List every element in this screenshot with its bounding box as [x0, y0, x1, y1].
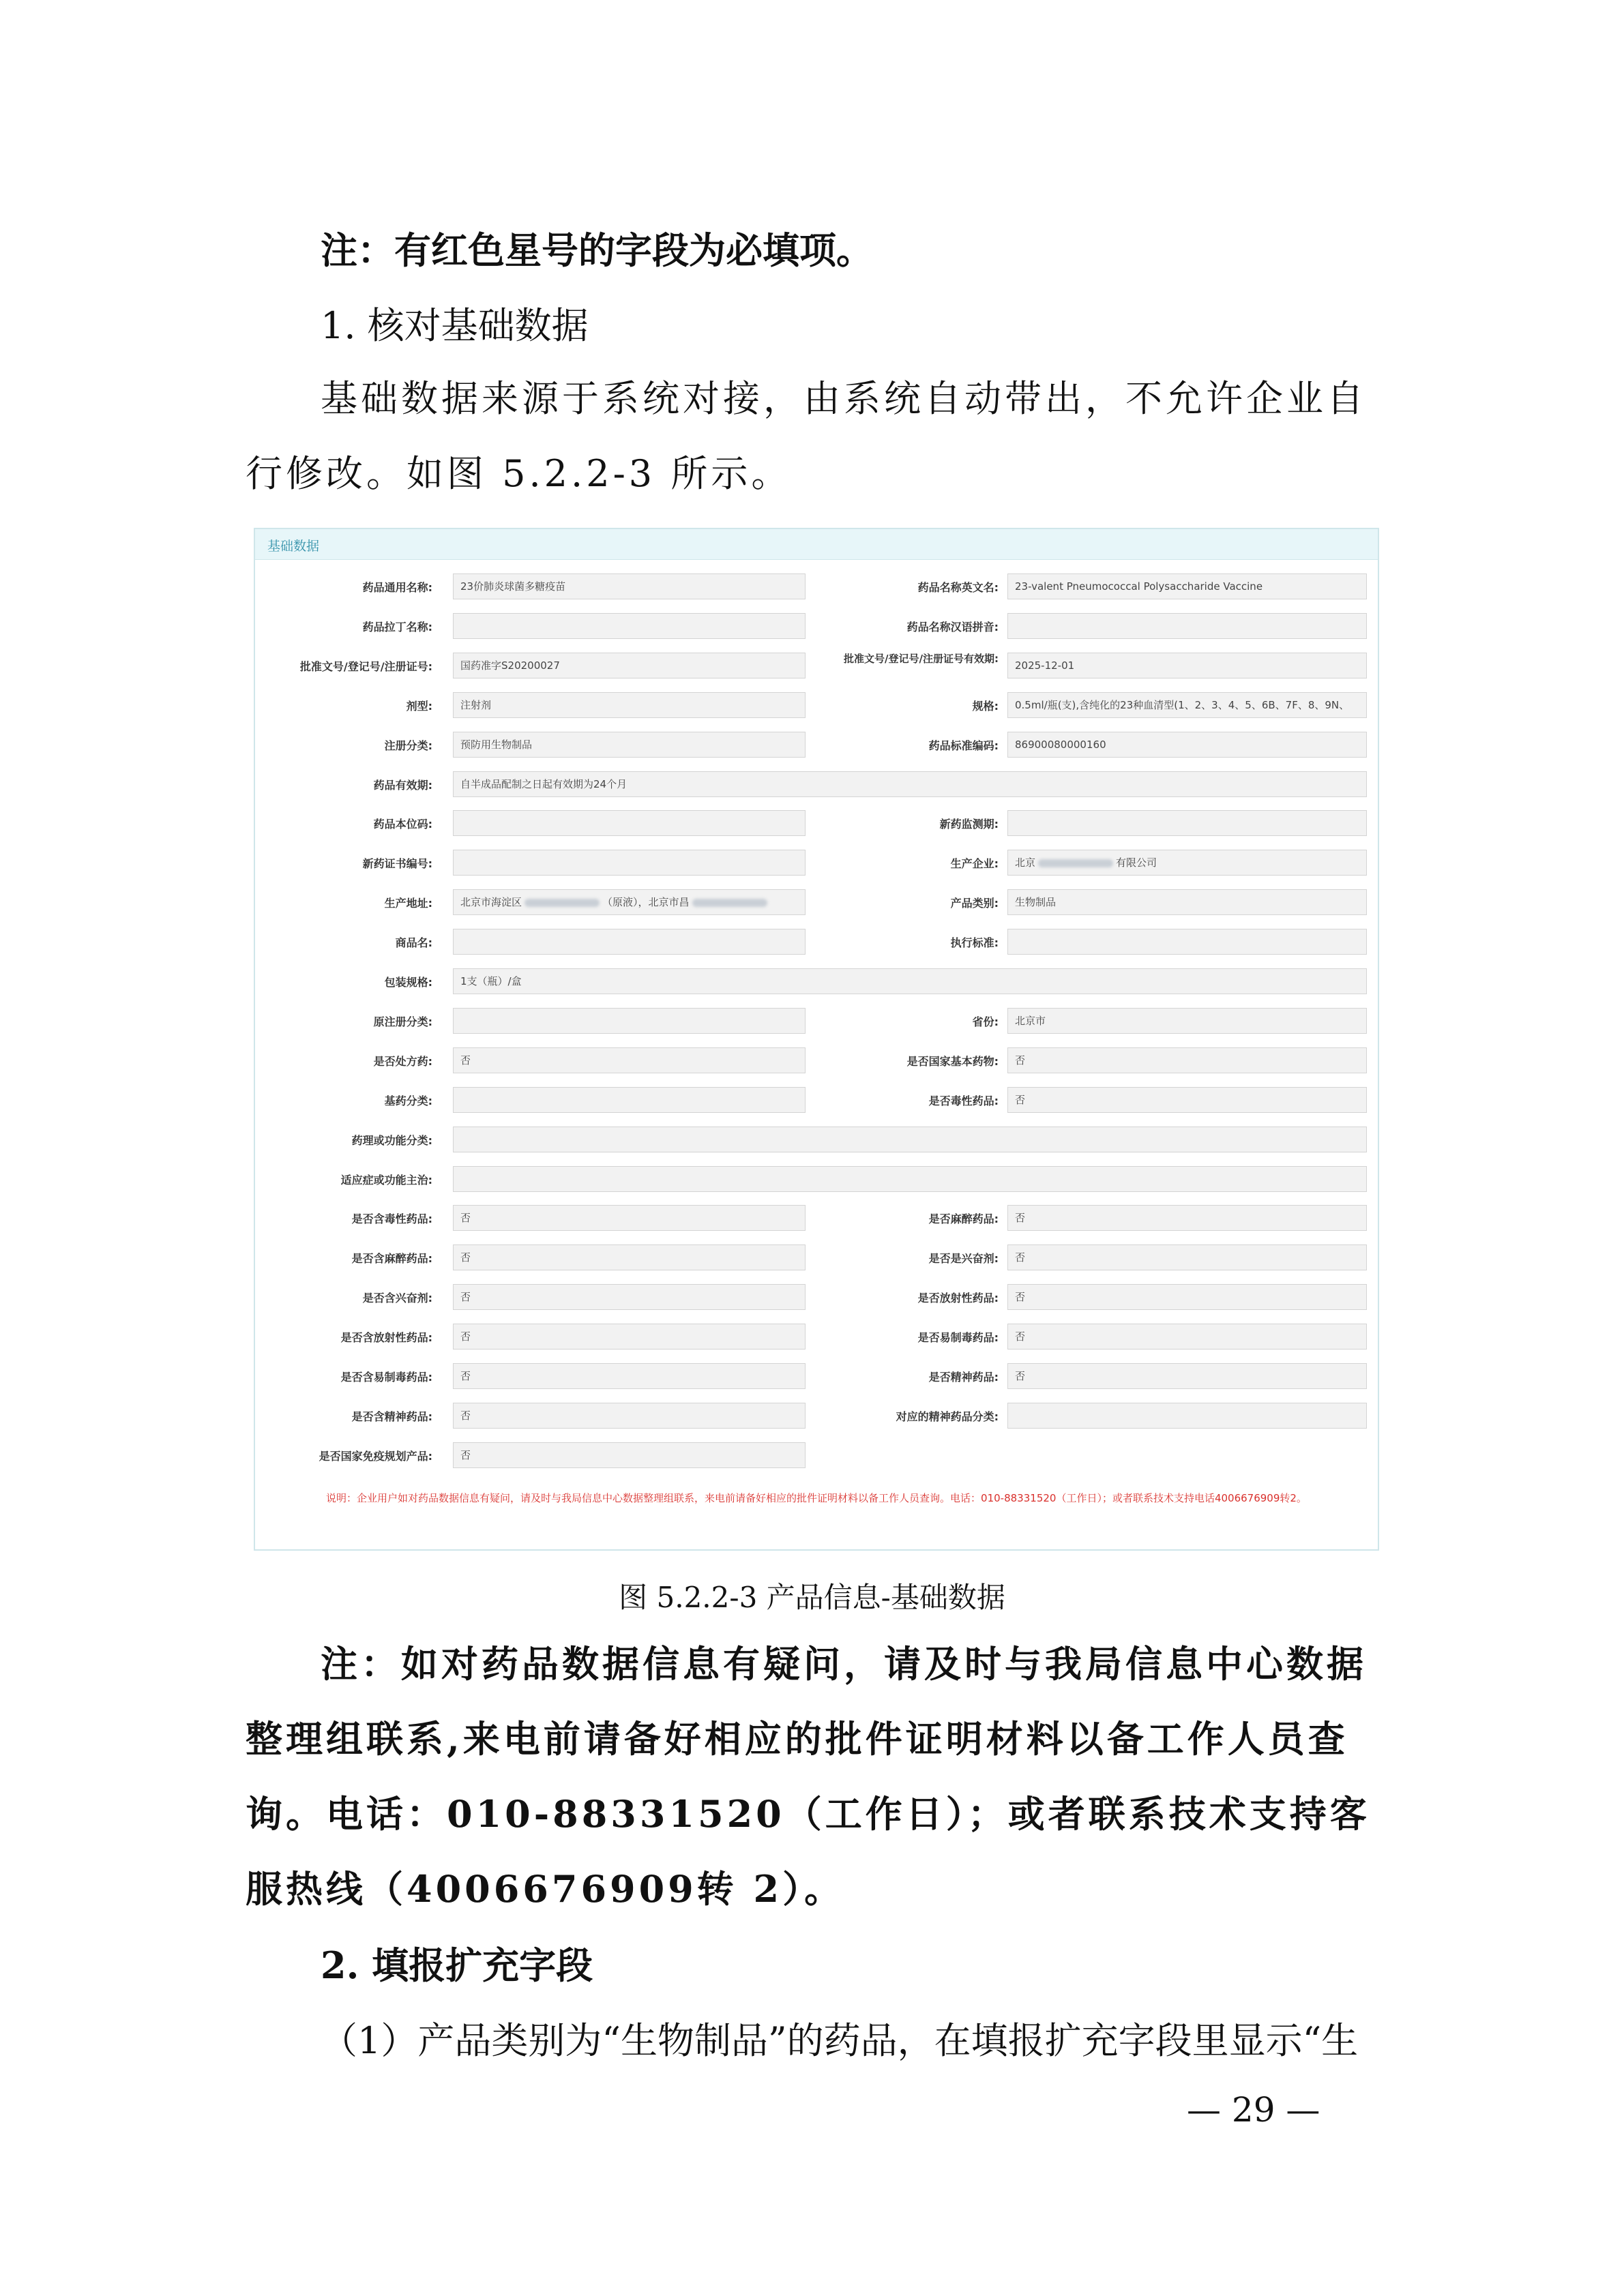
- field-value[interactable]: [1007, 613, 1367, 639]
- field-value[interactable]: 否: [453, 1442, 806, 1468]
- field-value[interactable]: 北京市: [1007, 1008, 1367, 1034]
- field-label: 是否处方药:: [373, 1054, 432, 1068]
- redacted-mark: [525, 899, 600, 907]
- field-label: 药品通用名称:: [362, 581, 432, 594]
- field-label: 生产企业:: [950, 857, 999, 871]
- field-label: 基药分类:: [384, 1094, 432, 1107]
- field-label: 药品标准编码:: [928, 739, 999, 752]
- field-value[interactable]: 否: [1007, 1284, 1367, 1310]
- field-label: 是否含毒性药品:: [351, 1212, 432, 1226]
- page-number: — 29 —: [1187, 2090, 1320, 2130]
- field-label: 执行标准:: [950, 936, 999, 950]
- basic-data-panel: [254, 528, 1379, 1551]
- paragraph-basic-data: 基础数据来源于系统对接，由系统自动带出，不允许企业自行修改。如图 5.2.2-3 所示。: [246, 377, 1367, 495]
- field-label: 剂型:: [406, 699, 432, 713]
- field-value[interactable]: 否: [1007, 1047, 1367, 1073]
- field-value[interactable]: 否: [1007, 1087, 1367, 1113]
- field-value[interactable]: 23价肺炎球菌多糖疫苗: [453, 573, 806, 599]
- field-value[interactable]: 否: [453, 1205, 806, 1231]
- field-label: 是否毒性药品:: [928, 1094, 999, 1107]
- field-label: 是否是兴奋剂:: [928, 1252, 999, 1266]
- note-required: 注：有红色星号的字段为必填项。: [321, 228, 873, 272]
- field-label: 省份:: [972, 1015, 999, 1028]
- field-label: 是否国家免疫规划产品:: [319, 1449, 432, 1463]
- field-value[interactable]: 北京 有限公司: [1007, 850, 1367, 876]
- field-value[interactable]: 否: [1007, 1205, 1367, 1231]
- field-label: 药品有效期:: [373, 778, 432, 792]
- field-value[interactable]: 86900080000160: [1007, 732, 1367, 758]
- field-value[interactable]: [453, 1008, 806, 1034]
- field-label: 是否含兴奋剂:: [362, 1292, 432, 1305]
- heading-verify-basic-data: 1. 核对基础数据: [321, 304, 589, 347]
- field-label: 包装规格:: [384, 976, 432, 989]
- field-label: 规格:: [972, 699, 999, 713]
- field-value[interactable]: 否: [453, 1047, 806, 1073]
- field-label: 原注册分类:: [373, 1015, 432, 1028]
- field-value[interactable]: 否: [453, 1324, 806, 1350]
- panel-title: 基础数据: [267, 539, 320, 554]
- field-label: 是否含放射性药品:: [340, 1331, 432, 1345]
- field-value[interactable]: [453, 810, 806, 836]
- field-label: 药品本位码:: [373, 818, 432, 831]
- field-value[interactable]: 0.5ml/瓶(支),含纯化的23种血清型(1、2、3、4、5、6B、7F、8、9N、: [1007, 692, 1367, 718]
- field-value[interactable]: [453, 1127, 1367, 1152]
- field-label: 批准文号/登记号/注册证号:: [299, 659, 432, 673]
- field-value[interactable]: 2025-12-01: [1007, 653, 1367, 679]
- field-label: 适应症或功能主治:: [340, 1173, 432, 1187]
- field-value[interactable]: 北京市海淀区 （原液），北京市昌: [453, 889, 806, 915]
- field-value[interactable]: 否: [453, 1363, 806, 1389]
- paragraph-product-category: （1）产品类别为“生物制品”的药品，在填报扩充字段里显示“生: [321, 2019, 1359, 2062]
- field-label: 药理或功能分类:: [351, 1133, 432, 1147]
- field-label: 商品名:: [395, 936, 432, 950]
- field-value[interactable]: 否: [453, 1244, 806, 1270]
- field-label: 药品名称汉语拼音:: [906, 620, 999, 633]
- field-value[interactable]: [1007, 929, 1367, 955]
- field-value[interactable]: 注射剂: [453, 692, 806, 718]
- field-label: 是否国家基本药物:: [906, 1054, 999, 1068]
- redacted-mark: [692, 899, 767, 907]
- field-label: 是否麻醉药品:: [928, 1212, 999, 1226]
- field-label: 新药监测期:: [939, 818, 999, 831]
- field-value[interactable]: [1007, 1403, 1367, 1429]
- panel-header: [255, 529, 1378, 560]
- field-value[interactable]: [453, 1166, 1367, 1192]
- field-value[interactable]: [1007, 810, 1367, 836]
- field-label: 新药证书编号:: [362, 857, 432, 871]
- note-contact: 注：如对药品数据信息有疑问，请及时与我局信息中心数据整理组联系,来电前请备好相应的批件证明材料以备工作人员查询。电话：010-88331520（工作日）；或者联系技术支持客服热线（4006676909转 2）。: [246, 1642, 1370, 1911]
- field-value[interactable]: 否: [453, 1284, 806, 1310]
- field-label: 药品名称英文名:: [917, 581, 999, 594]
- field-label: 是否放射性药品:: [917, 1292, 999, 1305]
- field-value[interactable]: 否: [453, 1403, 806, 1429]
- field-value[interactable]: 1支（瓶）/盒: [453, 968, 1367, 994]
- field-label: 批准文号/登记号/注册证号有效期:: [844, 652, 999, 665]
- field-label: 是否含麻醉药品:: [351, 1252, 432, 1266]
- redacted-mark: [1038, 859, 1113, 867]
- caption: 图 5.2.2-3 产品信息-基础数据: [619, 1581, 1005, 1614]
- field-value[interactable]: 否: [1007, 1244, 1367, 1270]
- field-label: 药品拉丁名称:: [362, 620, 432, 633]
- field-value[interactable]: [453, 1087, 806, 1113]
- field-label: 是否精神药品:: [928, 1371, 999, 1384]
- panel-note: 说明：企业用户如对药品数据信息有疑问，请及时与我局信息中心数据整理组联系，来电前请备好相应的批件证明材料以备工作人员查询。电话：010-88331520（工作日）；或者联系技术支持电话4006676909转2。: [326, 1492, 1307, 1504]
- field-value[interactable]: [453, 929, 806, 955]
- field-label: 是否含精神药品:: [351, 1410, 432, 1423]
- field-value[interactable]: 预防用生物制品: [453, 732, 806, 758]
- field-value[interactable]: [453, 850, 806, 876]
- field-value[interactable]: 否: [1007, 1324, 1367, 1350]
- field-value[interactable]: [453, 613, 806, 639]
- heading-fill-extended: 2. 填报扩充字段: [321, 1943, 593, 1987]
- field-label: 是否易制毒药品:: [917, 1331, 999, 1345]
- field-label: 注册分类:: [384, 739, 432, 752]
- field-value[interactable]: 国药准字S20200027: [453, 653, 806, 679]
- field-value[interactable]: 自半成品配制之日起有效期为24个月: [453, 771, 1367, 797]
- field-value[interactable]: 否: [1007, 1363, 1367, 1389]
- field-label: 生产地址:: [384, 897, 432, 910]
- field-label: 产品类别:: [950, 897, 999, 910]
- field-value[interactable]: 生物制品: [1007, 889, 1367, 915]
- field-value[interactable]: 23-valent Pneumococcal Polysaccharide Vaccine: [1007, 573, 1367, 599]
- field-label: 对应的精神药品分类:: [896, 1410, 999, 1423]
- field-label: 是否含易制毒药品:: [340, 1371, 432, 1384]
